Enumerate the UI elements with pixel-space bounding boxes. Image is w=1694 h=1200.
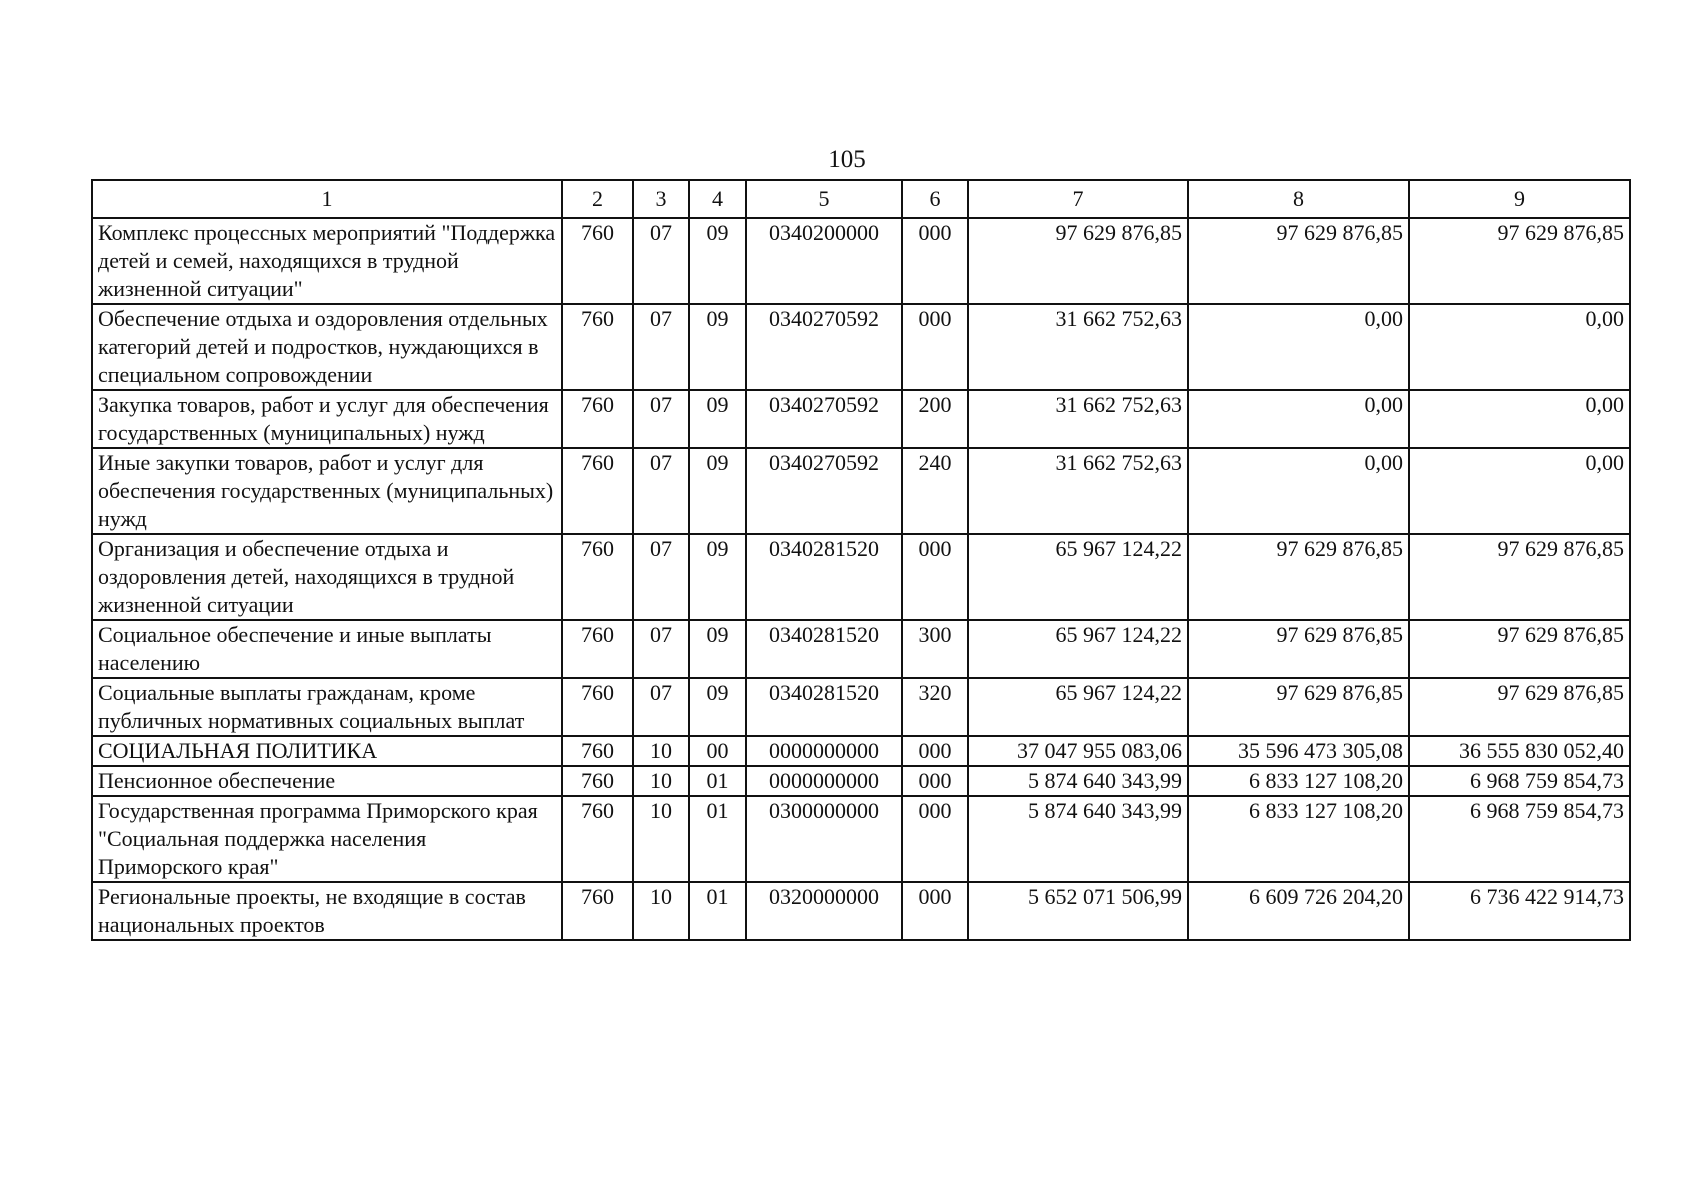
- expense-type-code: 000: [902, 304, 968, 390]
- expense-type-code: 000: [902, 882, 968, 940]
- ministry-code: 760: [562, 678, 633, 736]
- expense-type-code: 300: [902, 620, 968, 678]
- subsection-code: 09: [689, 534, 746, 620]
- target-article-code: 0340270592: [746, 304, 902, 390]
- amount-col-9: 36 555 830 052,40: [1409, 736, 1630, 766]
- section-code: 07: [633, 218, 689, 304]
- ministry-code: 760: [562, 620, 633, 678]
- target-article-code: 0000000000: [746, 766, 902, 796]
- expense-type-code: 000: [902, 736, 968, 766]
- subsection-code: 09: [689, 620, 746, 678]
- target-article-code: 0340281520: [746, 678, 902, 736]
- subsection-code: 01: [689, 882, 746, 940]
- amount-col-7: 31 662 752,63: [968, 390, 1188, 448]
- amount-col-9: 6 736 422 914,73: [1409, 882, 1630, 940]
- column-header-4: 4: [689, 180, 746, 218]
- section-code: 10: [633, 796, 689, 882]
- row-name: Иные закупки товаров, работ и услуг для обеспечения государственных (муниципальных) нужд: [92, 448, 562, 534]
- ministry-code: 760: [562, 882, 633, 940]
- amount-col-9: 0,00: [1409, 448, 1630, 534]
- row-name: Региональные проекты, не входящие в состав национальных проектов: [92, 882, 562, 940]
- target-article-code: 0000000000: [746, 736, 902, 766]
- row-name: Комплекс процессных мероприятий "Поддержка детей и семей, находящихся в трудной жизненной ситуации": [92, 218, 562, 304]
- table-row: [92, 678, 1630, 736]
- amount-col-8: 6 833 127 108,20: [1188, 796, 1409, 882]
- target-article-code: 0320000000: [746, 882, 902, 940]
- amount-col-9: 0,00: [1409, 390, 1630, 448]
- column-header-7: 7: [968, 180, 1188, 218]
- expense-type-code: 000: [902, 218, 968, 304]
- amount-col-8: 97 629 876,85: [1188, 678, 1409, 736]
- amount-col-8: 97 629 876,85: [1188, 534, 1409, 620]
- expense-type-code: 000: [902, 796, 968, 882]
- section-code: 10: [633, 736, 689, 766]
- table-row: [92, 218, 1630, 304]
- amount-col-9: 0,00: [1409, 304, 1630, 390]
- amount-col-7: 5 874 640 343,99: [968, 796, 1188, 882]
- amount-col-7: 97 629 876,85: [968, 218, 1188, 304]
- column-header-1: 1: [92, 180, 562, 218]
- subsection-code: 09: [689, 678, 746, 736]
- amount-col-8: 0,00: [1188, 304, 1409, 390]
- expense-type-code: 000: [902, 534, 968, 620]
- column-header-5: 5: [746, 180, 902, 218]
- ministry-code: 760: [562, 448, 633, 534]
- amount-col-9: 97 629 876,85: [1409, 534, 1630, 620]
- table-row: [92, 736, 1630, 766]
- amount-col-8: 0,00: [1188, 390, 1409, 448]
- column-header-6: 6: [902, 180, 968, 218]
- amount-col-7: 5 652 071 506,99: [968, 882, 1188, 940]
- target-article-code: 0340270592: [746, 390, 902, 448]
- header-row: [92, 180, 1630, 218]
- section-code: 07: [633, 620, 689, 678]
- subsection-code: 01: [689, 766, 746, 796]
- target-article-code: 0340270592: [746, 448, 902, 534]
- ministry-code: 760: [562, 304, 633, 390]
- column-header-3: 3: [633, 180, 689, 218]
- table-row: [92, 534, 1630, 620]
- amount-col-7: 65 967 124,22: [968, 534, 1188, 620]
- subsection-code: 09: [689, 390, 746, 448]
- budget-table: [91, 179, 1631, 941]
- row-name: Пенсионное обеспечение: [92, 766, 562, 796]
- column-header-8: 8: [1188, 180, 1409, 218]
- amount-col-7: 31 662 752,63: [968, 304, 1188, 390]
- section-code: 07: [633, 390, 689, 448]
- target-article-code: 0340200000: [746, 218, 902, 304]
- target-article-code: 0340281520: [746, 620, 902, 678]
- ministry-code: 760: [562, 534, 633, 620]
- table-row: [92, 304, 1630, 390]
- row-name: Закупка товаров, работ и услуг для обеспечения государственных (муниципальных) нужд: [92, 390, 562, 448]
- row-name: Государственная программа Приморского края "Социальная поддержка населения Приморского края": [92, 796, 562, 882]
- subsection-code: 09: [689, 218, 746, 304]
- amount-col-8: 6 609 726 204,20: [1188, 882, 1409, 940]
- section-code: 07: [633, 678, 689, 736]
- ministry-code: 760: [562, 736, 633, 766]
- table-row: [92, 620, 1630, 678]
- expense-type-code: 240: [902, 448, 968, 534]
- column-header-9: 9: [1409, 180, 1630, 218]
- amount-col-8: 97 629 876,85: [1188, 620, 1409, 678]
- amount-col-7: 65 967 124,22: [968, 678, 1188, 736]
- subsection-code: 00: [689, 736, 746, 766]
- amount-col-8: 0,00: [1188, 448, 1409, 534]
- section-code: 10: [633, 766, 689, 796]
- subsection-code: 01: [689, 796, 746, 882]
- table-row: [92, 766, 1630, 796]
- amount-col-9: 97 629 876,85: [1409, 218, 1630, 304]
- section-code: 07: [633, 448, 689, 534]
- expense-type-code: 000: [902, 766, 968, 796]
- amount-col-8: 35 596 473 305,08: [1188, 736, 1409, 766]
- subsection-code: 09: [689, 448, 746, 534]
- amount-col-8: 6 833 127 108,20: [1188, 766, 1409, 796]
- amount-col-7: 5 874 640 343,99: [968, 766, 1188, 796]
- row-name: Обеспечение отдыха и оздоровления отдельных категорий детей и подростков, нуждающихся в специальном сопровождении: [92, 304, 562, 390]
- expense-type-code: 320: [902, 678, 968, 736]
- row-name: Организация и обеспечение отдыха и оздоровления детей, находящихся в трудной жизненной ситуации: [92, 534, 562, 620]
- section-code: 10: [633, 882, 689, 940]
- section-code: 07: [633, 534, 689, 620]
- amount-col-9: 97 629 876,85: [1409, 620, 1630, 678]
- amount-col-7: 37 047 955 083,06: [968, 736, 1188, 766]
- table-body: [92, 218, 1630, 940]
- amount-col-7: 31 662 752,63: [968, 448, 1188, 534]
- amount-col-9: 97 629 876,85: [1409, 678, 1630, 736]
- expense-type-code: 200: [902, 390, 968, 448]
- amount-col-8: 97 629 876,85: [1188, 218, 1409, 304]
- amount-col-9: 6 968 759 854,73: [1409, 766, 1630, 796]
- subsection-code: 09: [689, 304, 746, 390]
- table-row: [92, 448, 1630, 534]
- target-article-code: 0300000000: [746, 796, 902, 882]
- amount-col-9: 6 968 759 854,73: [1409, 796, 1630, 882]
- page-number: 105: [828, 146, 866, 173]
- table-row: [92, 796, 1630, 882]
- column-header-2: 2: [562, 180, 633, 218]
- amount-col-7: 65 967 124,22: [968, 620, 1188, 678]
- row-name: СОЦИАЛЬНАЯ ПОЛИТИКА: [92, 736, 562, 766]
- ministry-code: 760: [562, 766, 633, 796]
- ministry-code: 760: [562, 218, 633, 304]
- ministry-code: 760: [562, 796, 633, 882]
- section-code: 07: [633, 304, 689, 390]
- table-row: [92, 882, 1630, 940]
- table-row: [92, 390, 1630, 448]
- row-name: Социальные выплаты гражданам, кроме публичных нормативных социальных выплат: [92, 678, 562, 736]
- ministry-code: 760: [562, 390, 633, 448]
- row-name: Социальное обеспечение и иные выплаты населению: [92, 620, 562, 678]
- target-article-code: 0340281520: [746, 534, 902, 620]
